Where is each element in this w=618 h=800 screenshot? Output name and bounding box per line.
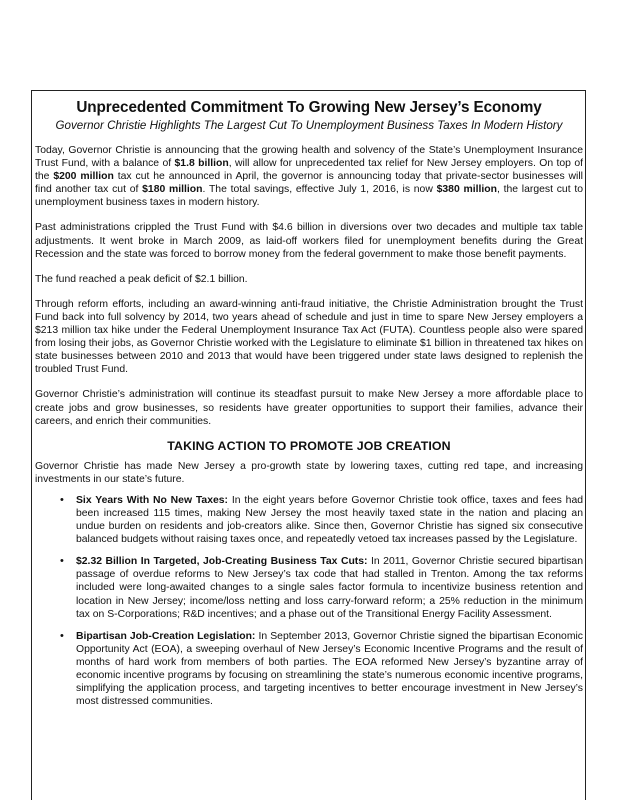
paragraph-history: Past administrations crippled the Trust Fund with $4.6 billion in diversions over two decades and multiple tax table adjustments. It went broke in March 2009, as laid-off workers filed for unemployment benefits during the Great Recession and the state was forced to borrow money from the federal government to make those benefit payments. <box>35 222 583 260</box>
list-item <box>35 630 583 709</box>
paragraph-text: , will allow for unprecedented tax relief for New Jersey employers. On top of the <box>35 158 583 183</box>
section-intro: Governor Christie has made New Jersey a pro-growth state by lowering taxes, cutting red tape, and increasing investments in our state’s future. <box>35 460 583 485</box>
bullet-text: In September 2013, Governor Christie signed the bipartisan Economic Opportunity Act (EOA), a sweeping overhaul of New Jersey’s Economic Incentive Programs and the result of months of hard work from members of both parties. The EOA reformed New Jersey’s byzantine array of economic incentive programs by focusing on streamlining the state’s numerous economic incentive programs, simplifying the application process, and targeting incentives to better encourage investment in New Jersey’s most distressed communities. <box>76 630 583 708</box>
list-item <box>35 494 583 546</box>
paragraph-savings <box>35 144 583 209</box>
page-title: Unprecedented Commitment To Growing New Jersey’s Economy <box>76 99 542 116</box>
bullet-icon: • <box>60 629 64 642</box>
paragraph-text: tax cut he announced in April, the governor is announcing today that private-sector businesses will find another tax cut of <box>35 171 583 196</box>
bullet-icon: • <box>60 555 64 568</box>
page-subtitle: Governor Christie Highlights The Largest Cut To Unemployment Business Taxes In Modern History <box>55 119 563 132</box>
press-release <box>35 99 583 717</box>
highlight-new-tax-cut: $180 million <box>142 184 203 196</box>
paragraph-text: Today, Governor Christie is announcing that the growing health and solvency of the State’s Unemployment Insurance Trust Fund, with a balance of <box>35 145 583 170</box>
paragraph-text: . The total savings, effective July 1, 2016, is now <box>202 184 437 196</box>
bullet-lead: Bipartisan Job-Creation Legislation: <box>76 630 256 642</box>
list-item <box>35 555 583 620</box>
highlight-trust-fund-balance: $1.8 billion <box>174 158 229 170</box>
bullet-lead: Six Years With No New Taxes: <box>76 494 229 506</box>
section-heading: TAKING ACTION TO PROMOTE JOB CREATION <box>167 438 451 453</box>
highlight-total-savings: $380 million <box>436 184 497 196</box>
highlight-april-tax-cut: $200 million <box>53 171 114 183</box>
paragraph-reform: Through reform efforts, including an award-winning anti-fraud initiative, the Christie Administration brought the Trust Fund back into full solvency by 2014, two years ahead of schedule and just in time to spare New Jersey employers a $213 million tax hike under the Federal Unemployment Insurance Tax Act (FUTA). Countless people also were spared from losing their jobs, as Governor Christie worked with the Legislature to eliminate $1 billion in threatened tax hikes on state businesses between 2010 and 2013 that would have been triggered under state laws designed to replenish the troubled Trust Fund. <box>35 298 583 376</box>
bullet-lead: $2.32 Billion In Targeted, Job-Creating Business Tax Cuts: <box>76 556 368 568</box>
paragraph-text: , the largest cut to unemployment business taxes in modern history. <box>35 184 584 209</box>
bullet-list <box>35 494 583 708</box>
bullet-text: In 2011, Governor Christie secured bipartisan passage of overdue reforms to New Jersey’s tax code that had stalled in Trenton. Among the tax reforms included were long-awaited changes to a single sales factor formula to incentivize business retention and location in New Jersey; income/loss netting and loss carry-forward reform; a 25% reduction in the minimum tax on S-Corporations; R&D incentives; and a phase out of the Transitional Energy Facility Assessment. <box>76 556 583 620</box>
paragraph-commitment: Governor Christie’s administration will continue its steadfast pursuit to make New Jersey a more affordable place to create jobs and grow businesses, so residents have greater opportunities to support their families, advance their careers, and enrich their communities. <box>35 389 583 427</box>
bullet-icon: • <box>60 493 64 506</box>
paragraph-deficit: The fund reached a peak deficit of $2.1 billion. <box>35 273 248 285</box>
bullet-text: In the eight years before Governor Christie took office, taxes and fees had been increased 115 times, making New Jersey the most heavily taxed state in the nation and placing an undue burden on residents and job-creators alike. Since then, Governor Christie has signed six consecutive balanced budgets without raising taxes once, and repeatedly vetoed tax increases passed by the Legislature. <box>76 494 583 546</box>
